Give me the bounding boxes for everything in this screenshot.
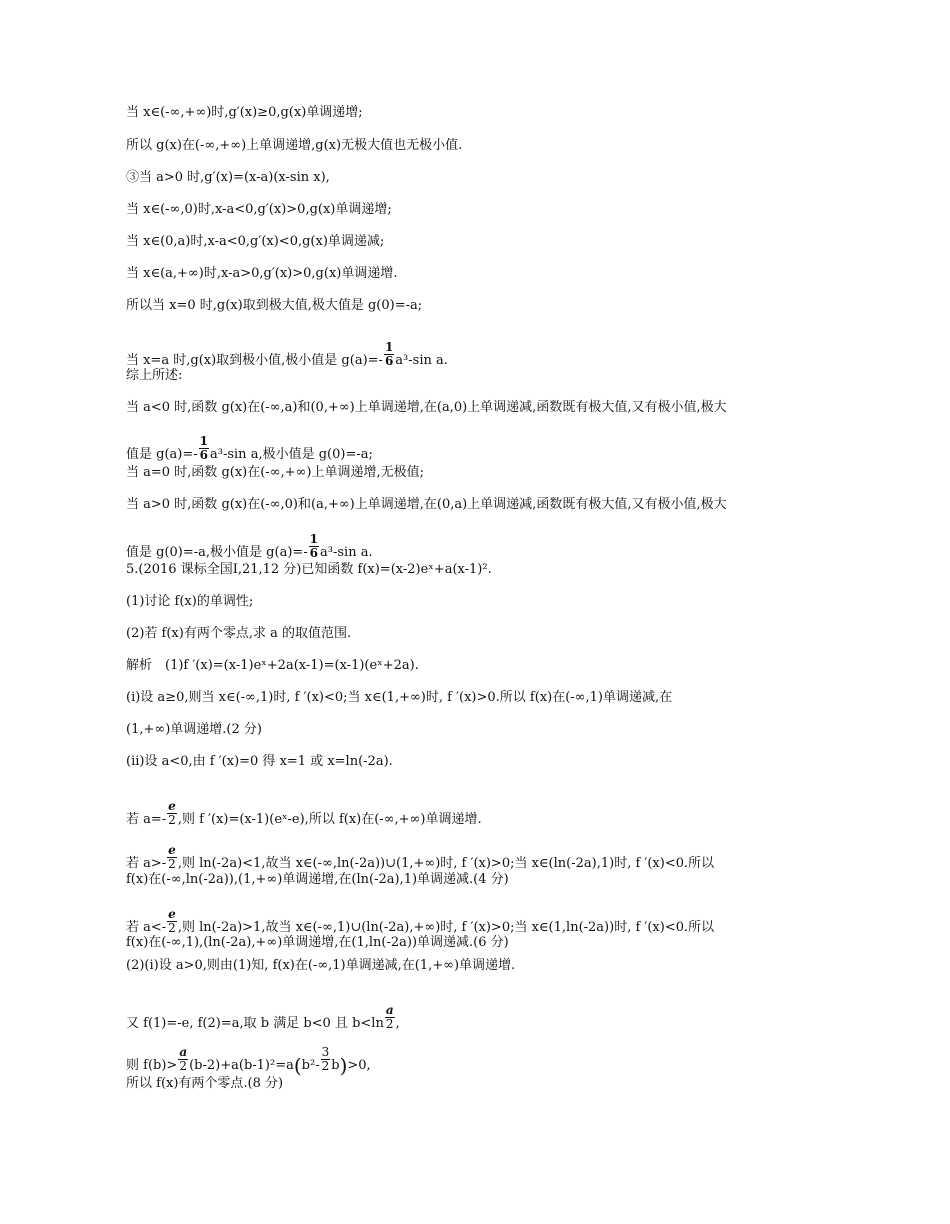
fraction <box>384 341 394 368</box>
text-segment: ,则 ln(-2a)>1,故当 x∈(-∞,1)∪(ln(-2a),+∞)时, f ′(x)>0;当 x∈(1,ln(-2a))时, f ′(x)<0.所以 <box>177 920 715 935</box>
text-segment: , <box>395 1016 400 1031</box>
fraction-numerator: 1 <box>309 532 319 546</box>
fraction-numerator: 1 <box>199 434 208 448</box>
fraction <box>167 908 177 935</box>
right-paren: ) <box>339 1053 348 1078</box>
text-segment: 则 f(b)> <box>126 1058 178 1073</box>
text-line: 所以 f(x)有两个零点.(8 分) <box>126 1076 284 1091</box>
text-line: 当 x∈(-∞,+∞)时,g′(x)≥0,g(x)单调递增; <box>126 105 363 120</box>
fraction <box>167 844 177 871</box>
text-segment: ,则 ln(-2a)<1,故当 x∈(-∞,ln(-2a))∪(1,+∞)时, f ′(x)>0;当 x∈(ln(-2a),1)时, f ′(x)<0.所以 <box>177 856 715 871</box>
fraction-numerator: 3 <box>321 1045 330 1059</box>
text-segment: ,则 f ′(x)=(x-1)(eˣ-e),所以 f(x)在(-∞,+∞)单调递增. <box>177 812 482 827</box>
text-segment: (b-2)+a(b-1)²=a <box>189 1058 294 1073</box>
text-line: 当 x∈(a,+∞)时,x-a>0,g′(x)>0,g(x)单调递增. <box>126 266 398 281</box>
fraction-denominator: 2 <box>168 857 176 871</box>
text-segment: 值是 g(0)=-a,极小值是 g(a)=- <box>126 545 308 560</box>
text-line: 当 x∈(-∞,0)时,x-a<0,g′(x)>0,g(x)单调递增; <box>126 202 392 217</box>
text-segment: a³-sin a. <box>320 545 373 560</box>
left-paren: ( <box>293 1053 302 1078</box>
fraction <box>385 1004 395 1031</box>
text-segment: 又 f(1)=-e, f(2)=a,取 b 满足 b<0 且 b<ln <box>126 1016 384 1031</box>
fraction-denominator: 2 <box>321 1059 330 1073</box>
fraction-numerator: a <box>385 1003 394 1017</box>
fraction <box>321 1046 331 1073</box>
text-line: ③当 a>0 时,g′(x)=(x-a)(x-sin x), <box>126 170 330 185</box>
fraction <box>178 1046 188 1073</box>
fraction-denominator: 2 <box>385 1017 394 1031</box>
text-segment: 若 a=- <box>126 812 167 827</box>
text-line: 所以当 x=0 时,g(x)取到极大值,极大值是 g(0)=-a; <box>126 298 423 313</box>
text-line: 所以 g(x)在(-∞,+∞)上单调递增,g(x)无极大值也无极小值. <box>126 138 463 153</box>
fraction-denominator: 6 <box>309 546 319 560</box>
text-segment: b <box>331 1058 340 1073</box>
text-line: 当 a>0 时,函数 g(x)在(-∞,0)和(a,+∞)上单调递增,在(0,a)上单调递减,函数既有极大值,又有极小值,极大 <box>126 497 727 512</box>
fraction-denominator: 6 <box>384 354 394 368</box>
text-line: (1,+∞)单调递增.(2 分) <box>126 722 262 737</box>
text-segment: 当 x=a 时,g(x)取到极小值,极小值是 g(a)=- <box>126 353 383 368</box>
text-segment: 若 a>- <box>126 856 167 871</box>
fraction-denominator: 2 <box>168 921 176 935</box>
text-line: 当 x∈(0,a)时,x-a<0,g′(x)<0,g(x)单调递减; <box>126 234 385 249</box>
text-line: (i)设 a≥0,则当 x∈(-∞,1)时, f ′(x)<0;当 x∈(1,+∞)时, f ′(x)>0.所以 f(x)在(-∞,1)单调递减,在 <box>126 690 673 705</box>
fraction-numerator: a <box>179 1045 188 1059</box>
text-line: (2)若 f(x)有两个零点,求 a 的取值范围. <box>126 626 352 641</box>
text-segment: a³-sin a,极小值是 g(0)=-a; <box>210 447 373 462</box>
fraction <box>167 800 177 827</box>
text-line: f(x)在(-∞,1),(ln(-2a),+∞)单调递增,在(1,ln(-2a))单调递减.(6 分) <box>126 935 509 950</box>
text-segment: 若 a<- <box>126 920 167 935</box>
text-line: 综上所述: <box>126 368 183 383</box>
text-line: 解析 (1)f ′(x)=(x-1)eˣ+2a(x-1)=(x-1)(eˣ+2a). <box>126 658 419 673</box>
text-line: (1)讨论 f(x)的单调性; <box>126 594 254 609</box>
fraction-numerator: e <box>168 907 176 921</box>
text-line-fraction <box>126 1003 890 1037</box>
fraction-denominator: 2 <box>179 1059 188 1073</box>
fraction-denominator: 2 <box>168 813 176 827</box>
fraction <box>199 435 209 462</box>
text-segment: b²- <box>301 1058 320 1073</box>
text-segment: a³-sin a. <box>395 353 448 368</box>
text-line: 当 a<0 时,函数 g(x)在(-∞,a)和(0,+∞)上单调递增,在(a,0)上单调递减,函数既有极大值,又有极小值,极大 <box>126 400 727 415</box>
fraction-numerator: e <box>168 799 176 813</box>
text-line: (ii)设 a<0,由 f ′(x)=0 得 x=1 或 x=ln(-2a). <box>126 754 393 769</box>
text-line-fraction <box>126 434 890 468</box>
fraction-numerator: 1 <box>384 340 394 354</box>
problem-heading: 5.(2016 课标全国Ⅰ,21,12 分)已知函数 f(x)=(x-2)eˣ+a(x-1)². <box>126 562 492 577</box>
fraction-denominator: 6 <box>199 448 208 462</box>
text-line: 当 a=0 时,函数 g(x)在(-∞,+∞)上单调递增,无极值; <box>126 465 424 480</box>
text-line: (2)(i)设 a>0,则由(1)知, f(x)在(-∞,1)单调递减,在(1,+∞)单调递增. <box>126 958 516 973</box>
text-line-fraction <box>126 799 890 833</box>
text-line: f(x)在(-∞,ln(-2a)),(1,+∞)单调递增,在(ln(-2a),1)单调递减.(4 分) <box>126 872 509 887</box>
text-segment: 值是 g(a)=- <box>126 447 198 462</box>
text-line-fraction <box>126 1045 890 1079</box>
text-segment: >0, <box>347 1058 371 1073</box>
fraction <box>309 533 319 560</box>
fraction-numerator: e <box>168 843 176 857</box>
